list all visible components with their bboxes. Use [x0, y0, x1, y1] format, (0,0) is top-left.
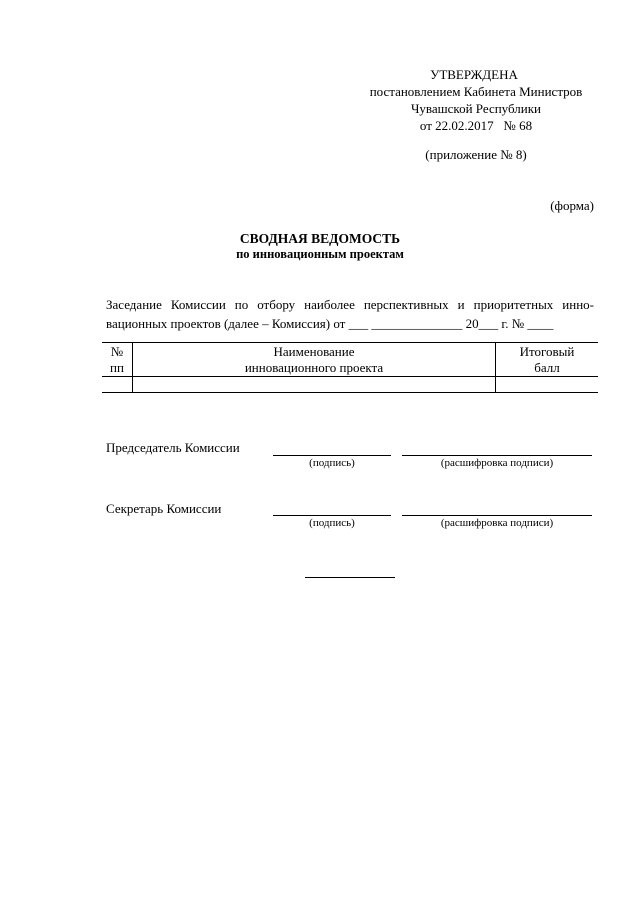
- signature-decode-line[interactable]: [402, 515, 592, 516]
- decode-caption: (расшифровка подписи): [440, 517, 554, 529]
- signature-line[interactable]: [273, 515, 391, 516]
- decode-caption: (расшифровка подписи): [440, 457, 554, 469]
- paragraph-line: Заседание Комиссии по отбору наиболее перспективных и приоритетных инно-: [106, 297, 594, 312]
- secretary-label: Секретарь Комиссии: [106, 501, 222, 516]
- col-number-header: № пп: [102, 343, 133, 377]
- approval-details: [360, 83, 592, 134]
- col-name-header: Наименование инновационного проекта: [133, 343, 496, 377]
- signature-line[interactable]: [273, 455, 391, 456]
- signature-caption: (подпись): [309, 457, 355, 469]
- table-row: [102, 377, 598, 393]
- table-header-row: [102, 343, 598, 377]
- approved-heading: УТВЕРЖДЕНА: [430, 67, 518, 82]
- table-cell[interactable]: [102, 377, 133, 393]
- signature-caption: (подпись): [309, 517, 355, 529]
- form-label: (форма): [550, 198, 594, 213]
- document-title: СВОДНАЯ ВЕДОМОСТЬ: [239, 231, 401, 246]
- chairman-label: Председатель Комиссии: [106, 440, 240, 455]
- approval-line: постановлением Кабинета Министров: [369, 84, 583, 99]
- end-divider: [305, 577, 395, 578]
- paragraph-line: вационных проектов (далее – Комиссия) от ___ ______________ 20___ г. № ____: [106, 316, 554, 331]
- projects-table: [102, 342, 598, 393]
- appendix-label: (приложение № 8): [425, 147, 527, 162]
- table-cell[interactable]: [133, 377, 496, 393]
- table-cell[interactable]: [496, 377, 599, 393]
- approval-line: Чувашской Республики: [410, 101, 542, 116]
- col-score-header: Итоговый балл: [496, 343, 599, 377]
- document-subtitle: по инновационным проектам: [236, 247, 404, 261]
- signature-decode-line[interactable]: [402, 455, 592, 456]
- approval-line: от 22.02.2017 № 68: [419, 118, 533, 133]
- meeting-paragraph: [106, 295, 594, 333]
